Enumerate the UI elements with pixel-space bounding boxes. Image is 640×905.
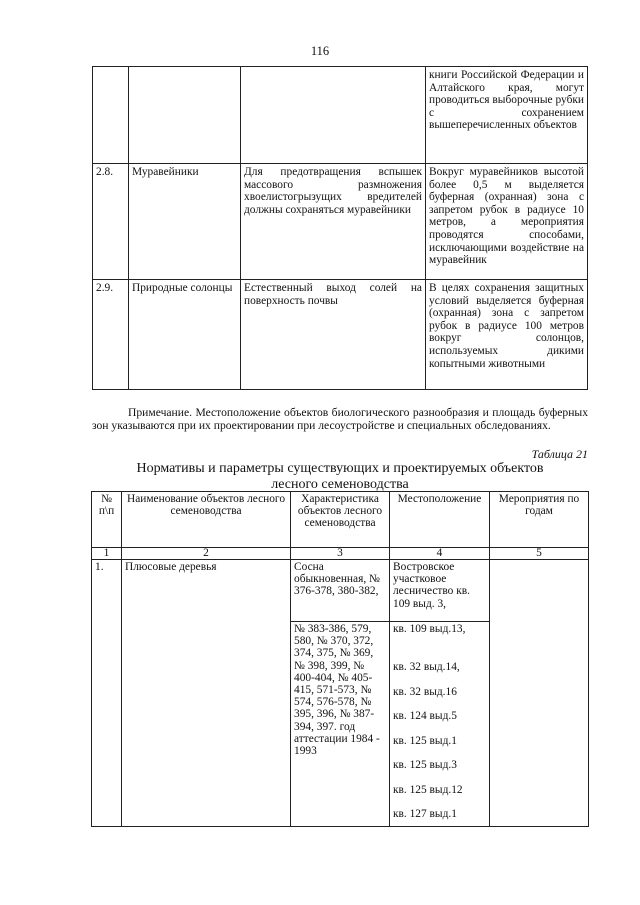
location-item: кв. 124 выд.5 [393, 710, 457, 722]
column-number-row [92, 548, 589, 560]
seed-objects-table [91, 491, 589, 827]
table-row [92, 560, 589, 622]
location-list [390, 622, 490, 827]
object-measures [490, 560, 589, 827]
object-name: Природные солонцы [129, 280, 241, 390]
table-row [93, 280, 588, 390]
object-characteristic: Сосна обыкновенная, № 376-378, 380-382, [291, 560, 390, 622]
table-title-line: лесного семеноводства [271, 477, 409, 492]
biodiversity-objects-table [92, 66, 588, 390]
location-item: кв. 125 выд.3 [393, 759, 457, 771]
object-name [129, 67, 241, 164]
object-location: Востровское участковое лесничество кв. 109 выд. 3, [390, 560, 490, 622]
table-row [93, 164, 588, 280]
table-note: Примечание. Местоположение объектов биологического разнообразия и площадь буферных зон указываются при их проектировании при лесоустройстве и специальных обследованиях. [92, 406, 588, 432]
location-item: кв. 32 выд.16 [393, 685, 457, 698]
table-label: Таблица 21 [531, 447, 588, 461]
object-measures: Вокруг муравейников высотой более 0,5 м выделяется буферная (охранная) зона с запретом рубок в радиусе 10 метров, а мероприятия проводятся способами, исключающими воздействие на муравейник [426, 164, 588, 280]
column-header: Мероприятия по годам [490, 492, 589, 548]
table-title [92, 461, 588, 493]
location-item: кв. 127 выд.1 [393, 808, 457, 820]
object-description [241, 67, 426, 164]
object-description: Естественный выход солей на поверхность почвы [241, 280, 426, 390]
object-measures: В целях сохранения защитных условий выделяется буферная (охранная) зона с запретом рубок в радиусе 100 метров вокруг солонцов, используемых дикими копытными животными [426, 280, 588, 390]
object-name: Плюсовые деревья [122, 560, 291, 827]
column-number: 2 [122, 548, 291, 560]
column-number: 5 [490, 548, 589, 560]
page-number: 116 [310, 44, 330, 58]
row-number: 2.9. [93, 280, 129, 390]
column-header: Характеристика объектов лесного семеноводства [291, 492, 390, 548]
row-number: 2.8. [93, 164, 129, 280]
table-header-row [92, 492, 589, 548]
column-number: 3 [291, 548, 390, 560]
column-header: Наименование объектов лесного семеноводства [122, 492, 291, 548]
row-number [93, 67, 129, 164]
location-item: кв. 32 выд.14, [393, 661, 460, 673]
object-measures: книги Российской Федерации и Алтайского края, могут проводиться выборочные рубки с сохранением вышеперечисленных объектов [426, 67, 588, 164]
column-number: 1 [92, 548, 122, 560]
table-row [93, 67, 588, 164]
object-description: Для предотвращения вспышек массового размножения хвоелистогрызущих вредителей должны сохраняться муравейники [241, 164, 426, 280]
object-name: Муравейники [129, 164, 241, 280]
location-item: кв. 125 выд.1 [393, 734, 457, 747]
column-header: Местоположение [390, 492, 490, 548]
object-characteristic: № 383-386, 579, 580, № 370, 372, 374, 375, № 369, № 398, 399, № 400-404, № 405-415, 571-573, № 574, 576-578, № 395, 396, № 387-394, 397. год аттестации 1984 - 1993 [291, 622, 390, 827]
location-item: кв. 109 выд.13, [393, 623, 466, 635]
table-title-line: Нормативы и параметры существующих и проектируемых объектов [136, 461, 544, 476]
row-number: 1. [92, 560, 122, 827]
location-item: кв. 125 выд.12 [393, 783, 463, 796]
column-header: № п\п [92, 492, 122, 548]
column-number: 4 [390, 548, 490, 560]
